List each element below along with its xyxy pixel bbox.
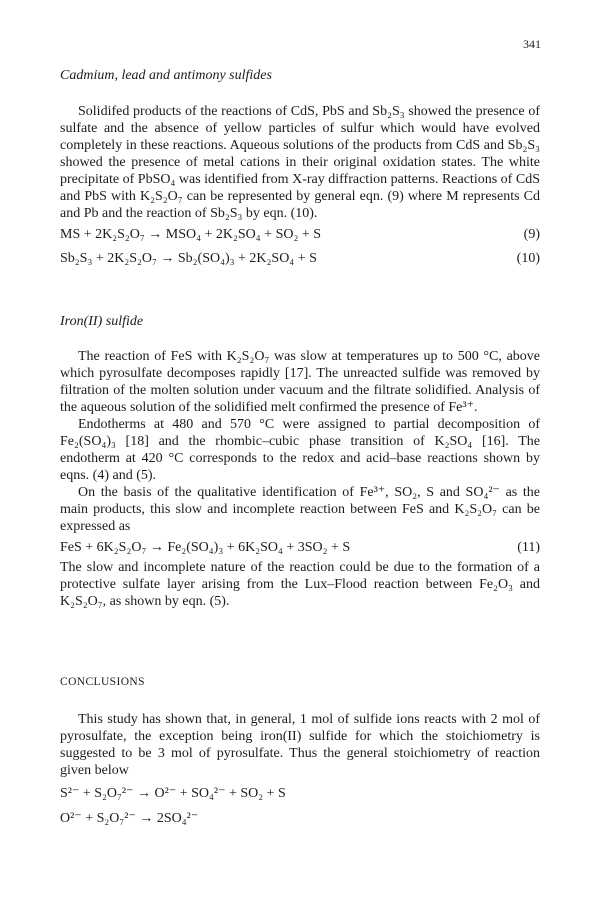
- cadmium-paragraph: Solidifed products of the reactions of CdS, PbS and Sb₂S₃ showed the presence of sulfate and the absence of yellow particles of sulfur which would have evolved completely in these reactions. Aqueous solutions of the products from CdS and Sb₂S₃ showed the presence of metal cations in their original oxidation states. The white precipitate of PbSO₄ was identified from X-ray diffraction patterns. Reactions of CdS and PbS with K₂S₂O₇ can be represented by general eqn. (9) where M represents Cd and Pb and the reaction of Sb₂S₃ by eqn. (10).: [60, 104, 540, 221]
- equation-10: [60, 250, 540, 267]
- heading-iron: Iron(II) sulfide: [60, 314, 144, 329]
- equation-11-text: FeS + 6K₂S₂O₇ → Fe₂(SO₄)₃ + 6K₂SO₄ + 3SO₂ + S: [60, 540, 351, 555]
- equation-a: [60, 785, 540, 802]
- equation-b-text: O²⁻ + S₂O₇²⁻ → 2SO₄²⁻: [60, 811, 199, 826]
- equation-9-text: MS + 2K₂S₂O₇ → MSO₄ + 2K₂SO₄ + SO₂ + S: [60, 227, 322, 242]
- iron-paragraph-1: The reaction of FeS with K₂S₂O₇ was slow at temperatures up to 500 °C, above which pyrosulfate decomposes rapidly [17]. The unreacted sulfide was removed by filtration of the molten solution under vacuum and the filtrate solidified. Analysis of the aqueous solution of the solidified melt confirmed the presence of Fe³⁺.: [60, 349, 540, 415]
- equation-10-number: (10): [516, 251, 540, 266]
- cadmium-section: [60, 103, 540, 267]
- equation-11: [60, 539, 540, 556]
- equation-b: [60, 810, 540, 827]
- section-heading-conclusions: [60, 676, 540, 688]
- iron-paragraph-2: Endotherms at 480 and 570 °C were assigned to partial decomposition of Fe₂(SO₄)₃ [18] and the rhombic–cubic phase transition of K₂SO₄ [16]. The endotherm at 420 °C corresponds to the redox and acid–base reactions shown by eqns. (4) and (5).: [60, 417, 540, 483]
- equation-9-number: (9): [523, 227, 540, 242]
- equation-10-text: Sb₂S₃ + 2K₂S₂O₇ → Sb₂(SO₄)₃ + 2K₂SO₄ + S: [60, 251, 317, 266]
- section-heading-iron: [60, 314, 540, 330]
- conclusions-section: [60, 711, 540, 827]
- iron-paragraph-3: On the basis of the qualitative identification of Fe³⁺, SO₂, S and SO₄²⁻ as the main products, this slow and incomplete reaction between FeS and K₂S₂O₇ can be expressed as: [60, 485, 540, 534]
- heading-cadmium: Cadmium, lead and antimony sulfides: [60, 68, 272, 83]
- iron-section: [60, 348, 540, 610]
- conclusions-paragraph: This study has shown that, in general, 1 mol of sulfide ions reacts with 2 mol of pyrosulfate, the exception being iron(II) sulfide for which the stoichiometry is suggested to be 3 mol of pyrosulfate. Thus the general stoichiometry of reaction given below: [60, 712, 540, 778]
- page-number: 341: [523, 37, 541, 51]
- iron-paragraph-4: The slow and incomplete nature of the reaction could be due to the formation of a protective sulfate layer arising from the Lux–Flood reaction between Fe₂O₃ and K₂S₂O₇, as shown by eqn. (5).: [60, 560, 540, 609]
- section-heading-cadmium: [60, 68, 540, 84]
- heading-conclusions: CONCLUSIONS: [60, 676, 145, 688]
- equation-9: [60, 226, 540, 243]
- equation-a-text: S²⁻ + S₂O₇²⁻ → O²⁻ + SO₄²⁻ + SO₂ + S: [60, 786, 286, 801]
- equation-11-number: (11): [517, 540, 540, 555]
